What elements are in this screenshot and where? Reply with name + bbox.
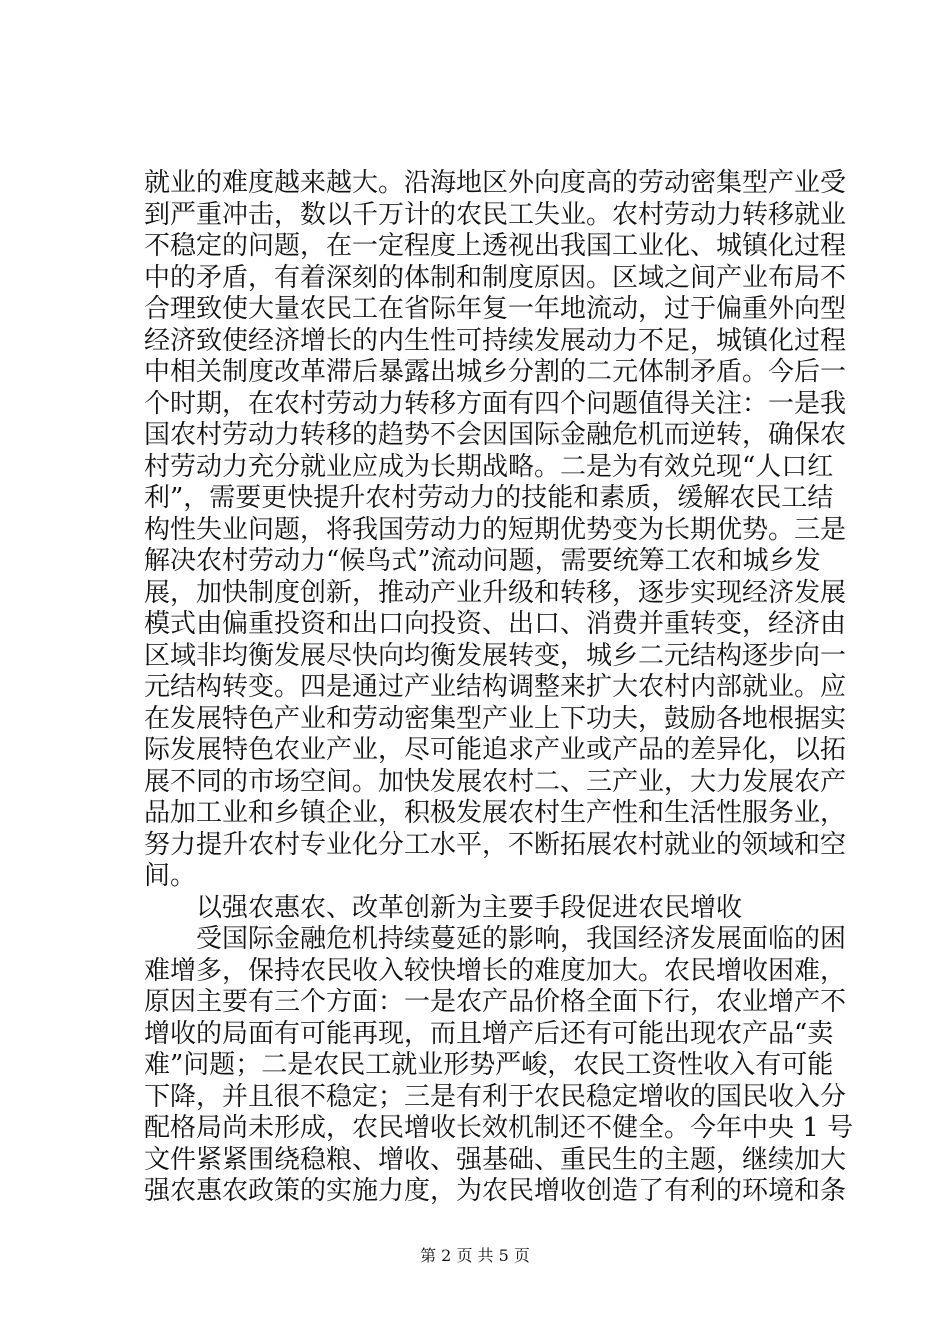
text-line: 文件紧紧围绕稳粮、增收、强基础、重民生的主题，继续加大 <box>144 1144 847 1175</box>
text-line: 合理致使大量农民工在省际年复一年地流动，过于偏重外向型 <box>144 294 847 324</box>
text-line: 以强农惠农、改革创新为主要手段促进农民增收 <box>144 892 743 923</box>
text-line: 在发展特色产业和劳动密集型产业上下功夫，鼓励各地根据实 <box>144 703 847 734</box>
text-line: 展，加快制度创新，推动产业升级和转移，逐步实现经济发展 <box>144 577 847 608</box>
text-line: 受国际金融危机持续蔓延的影响，我国经济发展面临的困 <box>144 924 847 954</box>
text-line: 到严重冲击，数以千万计的农民工失业。农村劳动力转移就业 <box>144 199 847 230</box>
text-line: 难增多，保持农民收入较快增长的难度加大。农民增收困难， <box>144 955 847 986</box>
text-line: 构性失业问题，将我国劳动力的短期优势变为长期优势。三是 <box>144 514 847 545</box>
text-line: 下降，并且很不稳定；三是有利于农民稳定增收的国民收入分 <box>144 1081 847 1112</box>
text-line: 国农村劳动力转移的趋势不会因国际金融危机而逆转，确保农 <box>144 420 847 450</box>
text-line: 努力提升农村专业化分工水平，不断拓展农村就业的领域和空 <box>144 829 847 860</box>
text-line: 中的矛盾，有着深刻的体制和制度原因。区域之间产业布局不 <box>144 262 847 293</box>
text-line: 模式由偏重投资和出口向投资、出口、消费并重转变，经济由 <box>144 609 847 639</box>
text-line: 元结构转变。四是通过产业结构调整来扩大农村内部就业。应 <box>144 672 847 702</box>
text-line: 增收的局面有可能再现，而且增产后还有可能出现农产品“卖 <box>144 1018 834 1049</box>
page-footer: 第 2 页 共 5 页 <box>420 1246 530 1265</box>
text-line: 区域非均衡发展尽快向均衡发展转变，城乡二元结构逐步向一 <box>144 640 847 671</box>
text-line: 解决农村劳动力“候鸟式”流动问题，需要统筹工农和城乡发 <box>144 546 821 576</box>
text-line: 际发展特色农业产业，尽可能追求产业或产品的差异化，以拓 <box>144 735 847 765</box>
text-line: 经济致使经济增长的内生性可持续发展动力不足，城镇化过程 <box>144 325 847 356</box>
text-line: 利”，需要更快提升农村劳动力的技能和素质，缓解农民工结 <box>144 483 834 513</box>
text-line: 强农惠农政策的实施力度，为农民增收创造了有利的环境和条 <box>144 1176 847 1206</box>
text-line: 难”问题；二是农民工就业形势严峻，农民工资性收入有可能 <box>144 1050 834 1080</box>
text-line: 间。 <box>144 861 197 891</box>
text-line: 不稳定的问题，在一定程度上透视出我国工业化、城镇化过程 <box>144 231 847 261</box>
text-line: 中相关制度改革滞后暴露出城乡分割的二元体制矛盾。今后一 <box>144 357 847 387</box>
text-line: 原因主要有三个方面：一是农产品价格全面下行，农业增产不 <box>144 987 847 1017</box>
text-line: 展不同的市场空间。加快发展农村二、三产业，大力发展农产 <box>144 766 847 797</box>
text-line: 村劳动力充分就业应成为长期战略。二是为有效兑现“人口红 <box>144 451 834 482</box>
text-line: 个时期，在农村劳动力转移方面有四个问题值得关注：一是我 <box>144 388 847 419</box>
text-line: 配格局尚未形成，农民增收长效机制还不健全。今年中央 1 号 <box>144 1113 854 1143</box>
text-line: 就业的难度越来越大。沿海地区外向度高的劳动密集型产业受 <box>144 168 847 198</box>
body-text <box>144 168 854 1208</box>
text-line: 品加工业和乡镇企业，积极发展农村生产性和生活性服务业， <box>144 798 847 828</box>
